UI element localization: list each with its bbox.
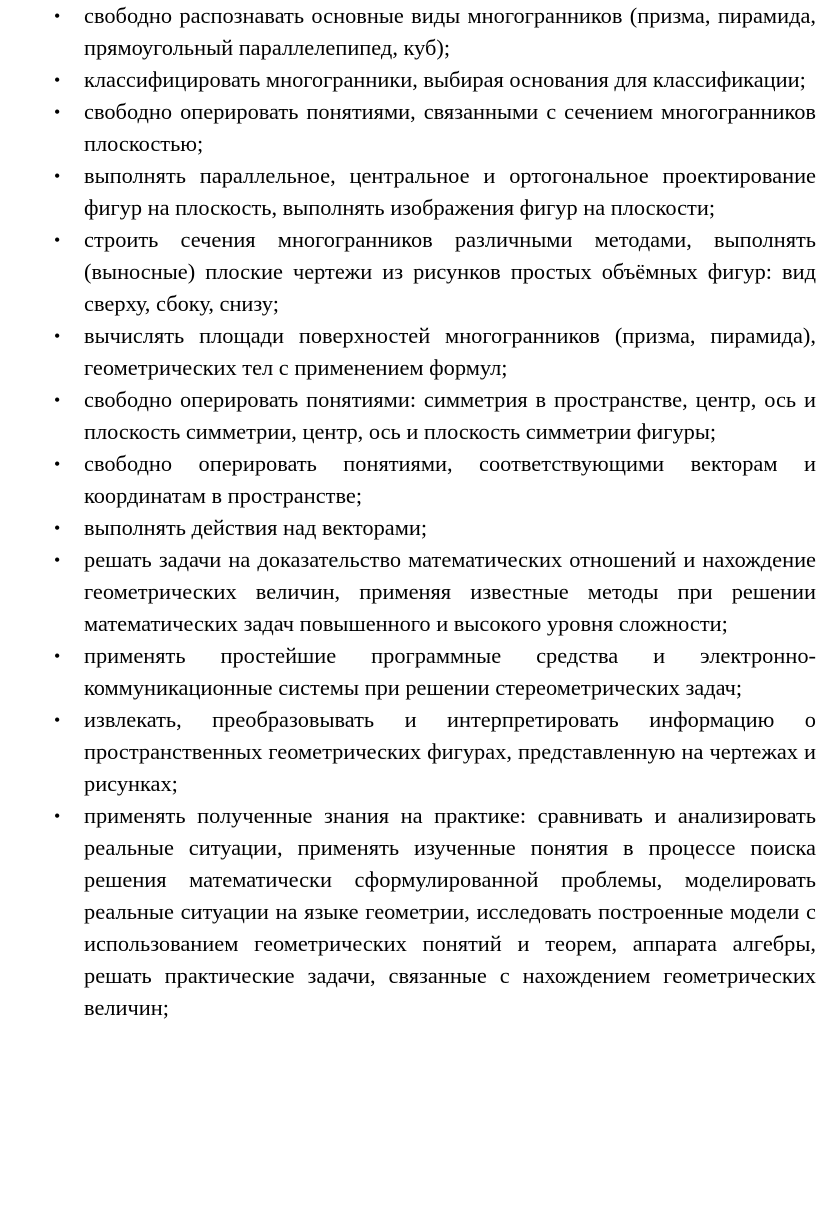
- bullet-marker: •: [54, 230, 61, 250]
- list-item: [0, 160, 816, 224]
- bullet-marker: •: [54, 102, 61, 122]
- list-item-text: выполнять параллельное, центральное и ортогональное проектирование фигур на плоскость, выполнять изображения фигур на плоскости;: [84, 163, 816, 220]
- list-item-text: применять простейшие программные средства и электронно-коммуникационные системы при решении стереометрических задач;: [84, 643, 816, 700]
- bullet-marker: •: [54, 518, 61, 538]
- list-item: [0, 800, 816, 1024]
- list-item: [0, 512, 816, 544]
- list-item: [0, 384, 816, 448]
- list-item-text: свободно распознавать основные виды многогранников (призма, пирамида, прямоугольный параллелепипед, куб);: [84, 3, 816, 60]
- list-item: [0, 0, 816, 64]
- list-item: [0, 224, 816, 320]
- list-item-text: применять полученные знания на практике: сравнивать и анализировать реальные ситуации, применять изученные понятия в процессе поиска решения математически сформулированной проблемы, моделировать реальные ситуации на языке геометрии, исследовать построенные модели с использованием геометрических понятий и теорем, аппарата алгебры, решать практические задачи, связанные с нахождением геометрических величин;: [84, 803, 816, 1020]
- list-item: [0, 64, 816, 96]
- list-item: [0, 704, 816, 800]
- list-item: [0, 640, 816, 704]
- list-item: [0, 320, 816, 384]
- bullet-marker: •: [54, 70, 61, 90]
- bullet-marker: •: [54, 6, 61, 26]
- bullet-marker: •: [54, 710, 61, 730]
- list-item: [0, 448, 816, 512]
- list-item-text: свободно оперировать понятиями: симметрия в пространстве, центр, ось и плоскость симметрии, центр, ось и плоскость симметрии фигуры;: [84, 387, 816, 444]
- bullet-marker: •: [54, 390, 61, 410]
- list-item: [0, 544, 816, 640]
- bullet-marker: •: [54, 646, 61, 666]
- list-item-text: вычислять площади поверхностей многогранников (призма, пирамида), геометрических тел с применением формул;: [84, 323, 816, 380]
- list-item-text: выполнять действия над векторами;: [84, 515, 428, 540]
- bullet-marker: •: [54, 166, 61, 186]
- list-item: [0, 96, 816, 160]
- bullet-marker: •: [54, 326, 61, 346]
- list-item-text: строить сечения многогранников различными методами, выполнять (выносные) плоские чертежи из рисунков простых объёмных фигур: вид сверху, сбоку, снизу;: [84, 227, 816, 316]
- list-item-text: классифицировать многогранники, выбирая основания для классификации;: [84, 67, 806, 92]
- bullet-marker: •: [54, 454, 61, 474]
- list-item-text: свободно оперировать понятиями, соответствующими векторам и координатам в пространстве;: [84, 451, 816, 508]
- bullet-marker: •: [54, 550, 61, 570]
- bullet-marker: •: [54, 806, 61, 826]
- list-item-text: свободно оперировать понятиями, связанными с сечением многогранников плоскостью;: [84, 99, 816, 156]
- list-item-text: решать задачи на доказательство математических отношений и нахождение геометрических величин, применяя известные методы при решении математических задач повышенного и высокого уровня сложности;: [84, 547, 816, 636]
- list-item-text: извлекать, преобразовывать и интерпретировать информацию о пространственных геометрических фигурах, представленную на чертежах и рисунках;: [84, 707, 816, 796]
